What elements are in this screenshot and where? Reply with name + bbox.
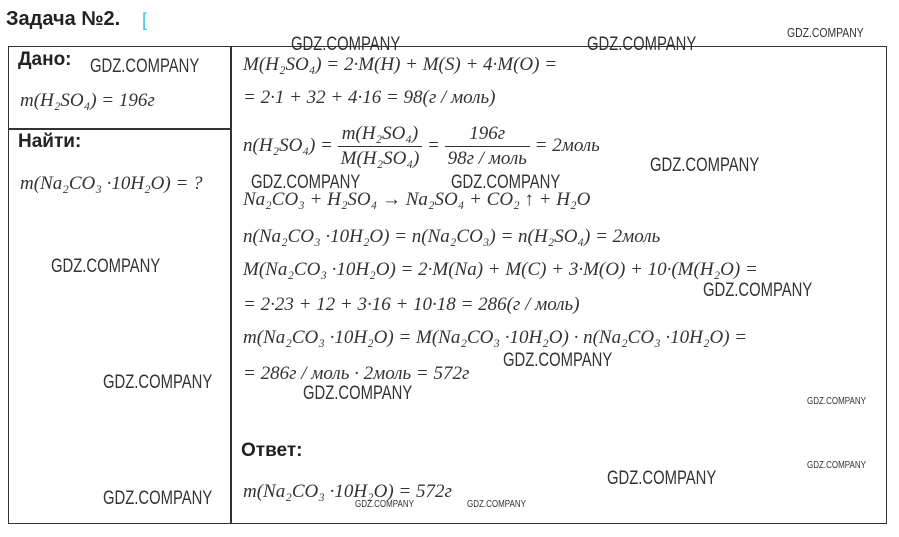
moles-result: = 2моль xyxy=(534,135,600,156)
watermark: GDZ.COMPANY xyxy=(103,488,213,509)
fraction-m-over-M xyxy=(338,122,423,171)
solution-line-8: m(Na₂CO₃ ·10H₂O) = M(Na₂CO₃ ·10H₂O) · n(Na₂CO₃ ·10H₂O) = xyxy=(243,327,748,348)
fraction-numerator: m(H₂SO₄) xyxy=(338,122,423,147)
solution-line-9: = 286г / моль · 2моль = 572г xyxy=(243,363,470,384)
task-title: Задача №2. xyxy=(6,8,121,30)
fraction-denominator: M(H₂SO₄) xyxy=(340,148,420,170)
watermark: GDZ.COMPANY xyxy=(650,155,760,176)
watermark: GDZ.COMPANY xyxy=(291,34,401,55)
solution-line-3 xyxy=(243,122,600,171)
watermark: GDZ.COMPANY xyxy=(355,499,414,510)
given-header: Дано: xyxy=(18,49,72,70)
watermark: GDZ.COMPANY xyxy=(503,350,613,371)
watermark: GDZ.COMPANY xyxy=(303,383,413,404)
solution-line-1: M(H₂SO₄) = 2·M(H) + M(S) + 4·M(O) = xyxy=(243,54,558,75)
solution-line-5: n(Na₂CO₃ ·10H₂O) = n(Na₂CO₃) = n(H₂SO₄) = 2моль xyxy=(243,226,661,247)
watermark: GDZ.COMPANY xyxy=(103,372,213,393)
cursor-icon: [ xyxy=(142,10,148,30)
reaction-equation: Na₂CO₃ + H₂SO₄ → Na₂SO₄ + CO₂ ↑ + H₂O xyxy=(243,189,591,210)
watermark: GDZ.COMPANY xyxy=(467,499,526,510)
fraction-numerator: 196г xyxy=(445,122,530,147)
watermark: GDZ.COMPANY xyxy=(703,280,813,301)
watermark: GDZ.COMPANY xyxy=(807,396,866,407)
moles-label: n(H₂SO₄) = xyxy=(243,135,333,156)
solution-line-7: = 2·23 + 12 + 3·16 + 10·18 = 286(г / моль) xyxy=(243,294,580,315)
answer-header: Ответ: xyxy=(241,440,303,461)
fraction-denominator: 98г / моль xyxy=(447,148,527,170)
watermark: GDZ.COMPANY xyxy=(607,468,717,489)
watermark: GDZ.COMPANY xyxy=(251,172,361,193)
find-header: Найти: xyxy=(18,131,82,152)
watermark: GDZ.COMPANY xyxy=(90,56,200,77)
solution-line-6: M(Na₂CO₃ ·10H₂O) = 2·M(Na) + M(C) + 3·M(O) + 10·(M(H₂O) = xyxy=(243,259,758,280)
fraction-values xyxy=(445,122,530,171)
watermark: GDZ.COMPANY xyxy=(51,256,161,277)
given-value: m(H₂SO₄) = 196г xyxy=(20,90,155,111)
find-value: m(Na₂CO₃ ·10H₂O) = ? xyxy=(20,173,203,194)
answer-value: m(Na₂CO₃ ·10H₂O) = 572г xyxy=(243,481,452,502)
equals-sign: = xyxy=(427,135,440,156)
solution-line-2: = 2·1 + 32 + 4·16 = 98(г / моль) xyxy=(243,87,496,108)
watermark: GDZ.COMPANY xyxy=(451,172,561,193)
watermark: GDZ.COMPANY xyxy=(587,34,697,55)
watermark: GDZ.COMPANY xyxy=(807,460,866,471)
watermark: GDZ.COMPANY xyxy=(787,25,864,40)
